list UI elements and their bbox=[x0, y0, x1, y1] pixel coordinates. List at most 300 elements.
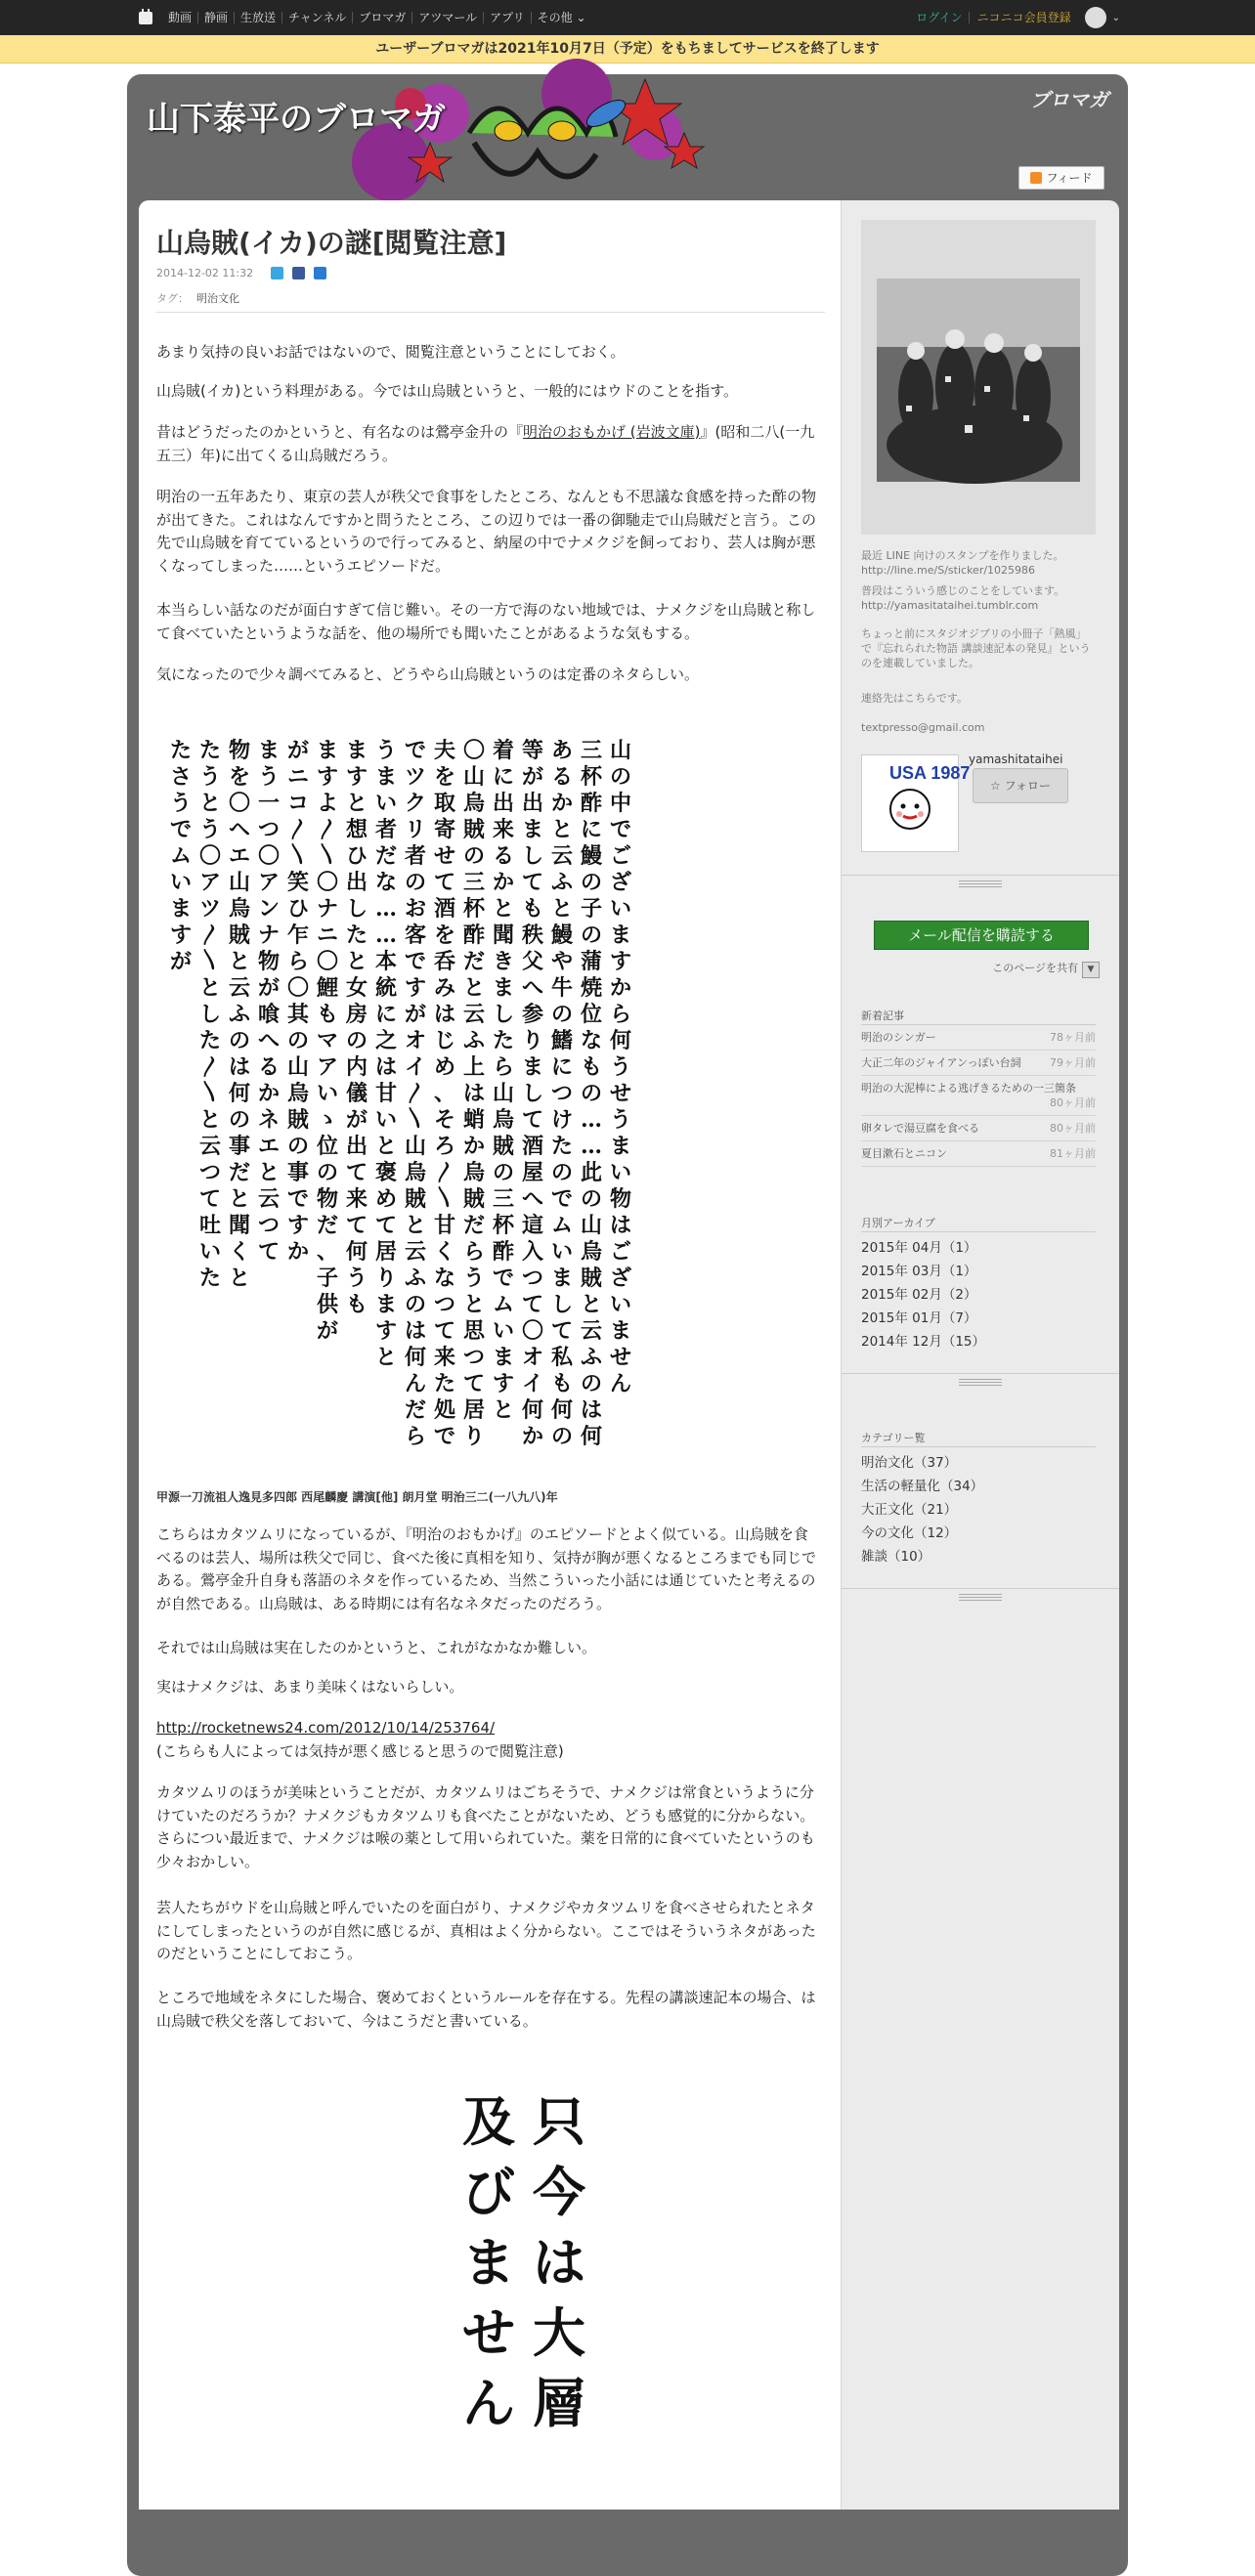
article-tags bbox=[156, 290, 239, 306]
scan-character: 事 bbox=[286, 1160, 309, 1185]
recent-article-item[interactable] bbox=[861, 1116, 1096, 1141]
recent-article-title[interactable]: 夏目漱石とニコン bbox=[861, 1147, 947, 1160]
scan-character: 事 bbox=[228, 1134, 250, 1159]
scan-character: へ bbox=[521, 1186, 543, 1212]
recent-article-title[interactable]: 明治の大泥棒による逃げきるための一三箇条 bbox=[861, 1082, 1076, 1095]
recent-article-age: 80ヶ月前 bbox=[1050, 1122, 1096, 1135]
scan-character: て bbox=[521, 870, 543, 895]
scan-character: か bbox=[462, 1134, 485, 1159]
scan-text-column bbox=[547, 738, 577, 1461]
scan-text-column bbox=[254, 738, 283, 1461]
scan-character: い bbox=[374, 1107, 397, 1133]
scan-character: か bbox=[609, 975, 631, 1001]
scan-character: 山 bbox=[286, 1054, 309, 1080]
scan-character: オ bbox=[521, 1345, 543, 1370]
scan-character: 喰 bbox=[257, 1002, 280, 1027]
sidebar bbox=[841, 200, 1119, 2510]
scan-character: で bbox=[609, 817, 631, 842]
scan-character: と bbox=[374, 1134, 397, 1159]
scan-character: で bbox=[286, 1186, 309, 1212]
recent-article-title[interactable]: 大正二年のジャイアンっぽい台詞 bbox=[861, 1056, 1021, 1069]
scan-character: ご bbox=[609, 1239, 631, 1265]
url-note: (こちらも人によっては気持が悪く感じると思うので閲覧注意) bbox=[156, 1741, 564, 1760]
scan-character: も bbox=[580, 1054, 602, 1080]
scan-character: 〇 bbox=[228, 791, 250, 816]
nav-other[interactable] bbox=[532, 12, 592, 23]
scan-character: か bbox=[521, 1424, 543, 1449]
scan-character: ク bbox=[404, 791, 426, 816]
scan-character: の bbox=[404, 870, 426, 895]
scan-character: は bbox=[228, 1054, 250, 1080]
recent-article-title[interactable]: 明治のシンガー bbox=[861, 1031, 936, 1044]
scan-character: つ bbox=[257, 817, 280, 842]
scan-character: 山 bbox=[404, 1134, 426, 1159]
scan-character: う bbox=[345, 1266, 368, 1291]
scan-character: ナ bbox=[316, 896, 338, 922]
top-nav-right bbox=[910, 0, 1120, 35]
scan-character: 賊 bbox=[492, 1134, 514, 1159]
scan-character: イ bbox=[521, 1371, 543, 1396]
scan-text-column bbox=[195, 738, 225, 1461]
scan-character: 物 bbox=[316, 1186, 338, 1212]
recent-article-item[interactable] bbox=[861, 1141, 1096, 1167]
scan-character: 〳 bbox=[404, 1081, 426, 1106]
scan-character: が bbox=[257, 975, 280, 1001]
scan-character: う bbox=[257, 764, 280, 790]
profile-photo bbox=[877, 279, 1080, 482]
scan-character: と bbox=[345, 791, 368, 816]
scan-character: 杯 bbox=[492, 1213, 514, 1238]
scan-character: に bbox=[580, 817, 602, 842]
recent-article-age: 80ヶ月前 bbox=[1050, 1096, 1096, 1109]
scan-character: と bbox=[228, 949, 250, 974]
scan-character: せ bbox=[462, 2301, 515, 2364]
scan-character: 杯 bbox=[580, 764, 602, 790]
rocketnews-link[interactable]: http://rocketnews24.com/2012/10/14/253764/ bbox=[156, 1719, 496, 1737]
scan-character: で bbox=[433, 1424, 455, 1449]
user-avatar[interactable] bbox=[861, 754, 971, 852]
paragraph: 山烏賊(イカ)という料理がある。今では山烏賊というと、一般的にはウドのことを指す。 bbox=[156, 382, 739, 400]
scan-character: い bbox=[316, 1081, 338, 1106]
scan-character: … bbox=[375, 923, 397, 948]
scan-character: 、 bbox=[316, 1239, 338, 1265]
scan-character: 酢 bbox=[492, 1239, 514, 1265]
scan-character: の bbox=[550, 1002, 573, 1027]
scan-character: ふ bbox=[228, 1002, 250, 1027]
scan-character: 酢 bbox=[580, 791, 602, 816]
scan-character: が bbox=[521, 764, 543, 790]
scan-character: め bbox=[433, 1054, 455, 1080]
scan-character: か bbox=[492, 870, 514, 895]
scan-character: 何 bbox=[550, 1397, 573, 1423]
scan-character: 山 bbox=[462, 764, 485, 790]
divider bbox=[842, 1373, 1119, 1374]
scan-character: た bbox=[492, 1028, 514, 1053]
scan-character: 鯉 bbox=[316, 975, 338, 1001]
scan-character: 〇 bbox=[286, 975, 309, 1001]
scan-character: の bbox=[580, 1081, 602, 1106]
scan-character: ご bbox=[609, 843, 631, 869]
scan-character: が bbox=[286, 738, 309, 763]
scan-character: 云 bbox=[580, 1318, 602, 1344]
bromaga-logo[interactable]: ブロマガ bbox=[1030, 88, 1108, 111]
scan-character: い bbox=[198, 1239, 221, 1265]
scan-character: 出 bbox=[345, 1134, 368, 1159]
scan-character: ナ bbox=[257, 923, 280, 948]
scan-character: 烏 bbox=[286, 1081, 309, 1106]
scan-character: し bbox=[198, 1002, 221, 1027]
scan-character: と bbox=[198, 1107, 221, 1133]
nav-seiga[interactable]: 静画 bbox=[198, 12, 235, 23]
scan-character: た bbox=[198, 738, 221, 763]
scan-character: ん bbox=[404, 1371, 426, 1396]
nav-bromaga[interactable]: ブロマガ bbox=[353, 12, 412, 23]
category-item[interactable]: 雑談（10） bbox=[861, 1549, 931, 1565]
scan-character: せ bbox=[433, 843, 455, 869]
scan-character: 〇 bbox=[316, 870, 338, 895]
scan-character: の bbox=[609, 764, 631, 790]
scan-character: 杯 bbox=[462, 896, 485, 922]
bio-url[interactable]: http://yamasitataihei.tumblr.com bbox=[861, 599, 1039, 612]
scan-character: 只 bbox=[533, 2090, 585, 2153]
facebook-icon[interactable] bbox=[292, 267, 305, 279]
scan-character: つ bbox=[198, 1160, 221, 1185]
scan-character: り bbox=[462, 1424, 485, 1449]
scan-character: ん bbox=[609, 1371, 631, 1396]
scan-character: う bbox=[462, 1266, 485, 1291]
scan-character: 鰻 bbox=[550, 923, 573, 948]
scan-character: オ bbox=[404, 1028, 426, 1053]
scan-character: 〵 bbox=[433, 1186, 455, 1212]
scan-character: 何 bbox=[580, 1424, 602, 1449]
scan-character: 聞 bbox=[492, 923, 514, 948]
dropdown-arrow-icon[interactable]: ▼ bbox=[1082, 962, 1100, 978]
scan-character: 三 bbox=[580, 738, 602, 763]
scan-character: ふ bbox=[462, 1028, 485, 1053]
category-item[interactable]: 今の文化（12） bbox=[861, 1525, 958, 1541]
scan-character: … bbox=[581, 1134, 602, 1159]
scan-character: 〳 bbox=[286, 817, 309, 842]
chevron-down-icon: ⌄ bbox=[576, 11, 586, 24]
scan-character: ざ bbox=[609, 870, 631, 895]
twitter-icon[interactable] bbox=[271, 267, 283, 279]
scan-character: ま bbox=[609, 923, 631, 948]
scan-character: す bbox=[286, 1213, 309, 1238]
username[interactable]: yamashitataihei bbox=[969, 752, 1063, 766]
scan-character: ふ bbox=[580, 1345, 602, 1370]
nav-app[interactable]: アプリ bbox=[484, 12, 532, 23]
scan-text-column bbox=[166, 738, 195, 1461]
scan-character: す bbox=[345, 764, 368, 790]
follow-button[interactable] bbox=[973, 768, 1068, 803]
scan-character: 吐 bbox=[198, 1213, 221, 1238]
category-list bbox=[861, 1451, 1096, 1568]
recent-articles-list bbox=[861, 1025, 1096, 1167]
scan-character: 内 bbox=[345, 1054, 368, 1080]
scan-character: に bbox=[550, 1054, 573, 1080]
scan-character: 這 bbox=[521, 1213, 543, 1238]
scan-character: し bbox=[492, 1002, 514, 1027]
scan-character: と bbox=[404, 1213, 426, 1238]
divider bbox=[842, 875, 1119, 876]
scan-character: ろ bbox=[433, 1134, 455, 1159]
scan-character: う bbox=[169, 791, 192, 816]
scan-character: マ bbox=[316, 1028, 338, 1053]
avatar-usa-text: USA 1987 bbox=[889, 763, 971, 783]
recent-articles-title: 新着記事 bbox=[861, 1009, 904, 1022]
scan-character: 酢 bbox=[462, 923, 485, 948]
scan-character: 思 bbox=[462, 1318, 485, 1344]
scan-character: い bbox=[374, 791, 397, 816]
scan-character: だ bbox=[316, 1213, 338, 1238]
category-item[interactable]: 明治文化（37） bbox=[861, 1455, 958, 1471]
scan-character: つ bbox=[462, 1345, 485, 1370]
paragraph: 本当らしい話なのだが面白すぎて信じ難い。その一方で海のない地域では、ナメクジを山烏賊と称して食べていたというような話を、他の場所でも聞いたことがあるような気もする。 bbox=[156, 601, 816, 642]
scan-character: 烏 bbox=[228, 896, 250, 922]
contact-email[interactable]: textpresso@gmail.com bbox=[861, 721, 985, 734]
scan-character: ら bbox=[286, 949, 309, 974]
recent-article-title[interactable]: 卵タレで湯豆腐を食べる bbox=[861, 1122, 979, 1135]
scan-character: は bbox=[462, 1081, 485, 1106]
scan-character: 牛 bbox=[550, 975, 573, 1001]
bio-line: 普段はこういう感じのことをしています。 bbox=[861, 584, 1065, 597]
scan-character: か bbox=[257, 1081, 280, 1106]
scan-character: と bbox=[492, 896, 514, 922]
scan-character: 寄 bbox=[433, 817, 455, 842]
nav-atsumaru[interactable]: アツマール bbox=[412, 12, 484, 23]
nav-live[interactable]: 生放送 bbox=[235, 12, 282, 23]
scan-character: り bbox=[374, 1266, 397, 1291]
scan-character: た bbox=[198, 1028, 221, 1053]
scan-character: て bbox=[462, 1371, 485, 1396]
book-scan-image-2 bbox=[409, 2077, 604, 2510]
scan-character: す bbox=[374, 1318, 397, 1344]
scan-character: ま bbox=[374, 1292, 397, 1317]
recent-article-age: 78ヶ月前 bbox=[1050, 1031, 1096, 1044]
archive-item[interactable]: 2015年 02月（2） bbox=[861, 1287, 977, 1303]
scan-character: の bbox=[345, 1028, 368, 1053]
scan-character: … bbox=[375, 896, 397, 922]
scan-character: た bbox=[550, 1134, 573, 1159]
scan-character: 何 bbox=[404, 1345, 426, 1370]
scan-character: 烏 bbox=[492, 1107, 514, 1133]
scan-character: ま bbox=[316, 738, 338, 763]
scan-character: つ bbox=[521, 1266, 543, 1291]
scan-character: 云 bbox=[404, 1239, 426, 1265]
bio-text-3: ちょっと前にスタジオジブリの小冊子「熱風」で『忘れられた物語 講談速記本の発見』というのを連載していました。 bbox=[861, 627, 1091, 669]
scan-character: で bbox=[492, 1266, 514, 1291]
scan-character: 云 bbox=[550, 843, 573, 869]
book-link[interactable]: 明治のおもかげ (岩波文庫) bbox=[523, 423, 701, 441]
book-scan-image-1 bbox=[156, 728, 645, 1471]
archive-item[interactable]: 2015年 03月（1） bbox=[861, 1264, 977, 1279]
scan-character: 之 bbox=[374, 1028, 397, 1053]
scan-text-column bbox=[430, 738, 459, 1461]
scan-character: 父 bbox=[521, 949, 543, 974]
scan-character: 〇 bbox=[462, 738, 485, 763]
scan-character: も bbox=[316, 1002, 338, 1027]
scan-character: 云 bbox=[257, 1186, 280, 1212]
scan-character: や bbox=[550, 949, 573, 974]
scan-character: も bbox=[550, 1371, 573, 1396]
scan-character: ム bbox=[492, 1292, 514, 1317]
scan-text-column bbox=[342, 738, 371, 1461]
scan-character: 層 bbox=[533, 2372, 585, 2434]
scan-character: 位 bbox=[580, 1002, 602, 1027]
scan-character: ネ bbox=[257, 1107, 280, 1133]
scan-character: ま bbox=[462, 2231, 515, 2294]
scan-character: と bbox=[580, 1292, 602, 1317]
scan-character: 着 bbox=[492, 738, 514, 763]
share-page-label: このページを共有 bbox=[992, 962, 1078, 974]
scan-character: 蒲 bbox=[580, 949, 602, 974]
share-page[interactable] bbox=[988, 961, 1100, 978]
scan-character: 本 bbox=[374, 949, 397, 974]
scan-character: 出 bbox=[521, 791, 543, 816]
scan-character: を bbox=[228, 764, 250, 790]
scan-character: い bbox=[550, 1239, 573, 1265]
scan-character: せ bbox=[609, 1345, 631, 1370]
scan-character: い bbox=[609, 1292, 631, 1317]
scan-character: 者 bbox=[404, 843, 426, 869]
hatena-bookmark-icon[interactable] bbox=[314, 267, 326, 279]
section-grip-icon bbox=[959, 1379, 1002, 1388]
scan-character: て bbox=[198, 1186, 221, 1212]
category-item[interactable]: 生活の軽量化（34） bbox=[861, 1479, 984, 1494]
scan-character: ニ bbox=[316, 923, 338, 948]
scan-text-column bbox=[401, 738, 430, 1461]
scan-character: う bbox=[198, 817, 221, 842]
scan-character: ヘ bbox=[228, 817, 250, 842]
bio-text-2 bbox=[861, 583, 1096, 613]
archive-title: 月別アーカイブ bbox=[861, 1217, 935, 1229]
scan-character: 酒 bbox=[521, 1134, 543, 1159]
scan-character: 賊 bbox=[580, 1266, 602, 1291]
scan-character: と bbox=[492, 1397, 514, 1423]
scan-character: ン bbox=[257, 896, 280, 922]
category-item[interactable]: 大正文化（21） bbox=[861, 1502, 958, 1518]
paragraph bbox=[156, 421, 821, 467]
scan-character: の bbox=[404, 1292, 426, 1317]
scan-character: の bbox=[286, 1028, 309, 1053]
scan-character: 何 bbox=[228, 1081, 250, 1106]
scan-character: ふ bbox=[550, 870, 573, 895]
archive-item[interactable]: 2014年 12月（15） bbox=[861, 1334, 986, 1350]
scan-character: 云 bbox=[198, 1134, 221, 1159]
top-nav-left bbox=[139, 0, 592, 35]
scan-character: と bbox=[228, 1266, 250, 1291]
scan-character: 三 bbox=[492, 1186, 514, 1212]
star-icon: ☆ bbox=[990, 779, 1001, 793]
scan-character: の bbox=[580, 870, 602, 895]
scan-character: へ bbox=[521, 975, 543, 1001]
scan-character: と bbox=[257, 1160, 280, 1185]
bio-url[interactable]: http://line.me/S/sticker/1025986 bbox=[861, 564, 1036, 577]
scan-character: つ bbox=[550, 1081, 573, 1106]
scan-character: と bbox=[345, 949, 368, 974]
scan-character: ツ bbox=[404, 764, 426, 790]
scan-character: 山 bbox=[492, 1081, 514, 1106]
recent-article-item[interactable] bbox=[861, 1051, 1096, 1076]
scan-character: 烏 bbox=[462, 791, 485, 816]
scan-character: ツ bbox=[198, 896, 221, 922]
scan-character: 笑 bbox=[286, 870, 309, 895]
scan-character: の bbox=[580, 923, 602, 948]
scan-character: 来 bbox=[345, 1186, 368, 1212]
scan-character: お bbox=[404, 896, 426, 922]
divider bbox=[156, 312, 825, 313]
scan-character: て bbox=[345, 1213, 368, 1238]
chevron-down-icon[interactable]: ⌄ bbox=[1111, 12, 1120, 23]
scan-character: と bbox=[550, 896, 573, 922]
scan-character: る bbox=[492, 843, 514, 869]
nav-douga[interactable]: 動画 bbox=[162, 12, 198, 23]
scan-character: ま bbox=[345, 738, 368, 763]
nav-channel[interactable]: チャンネル bbox=[282, 12, 353, 23]
scan-character: ま bbox=[550, 1266, 573, 1291]
recent-article-age: 79ヶ月前 bbox=[1050, 1056, 1096, 1069]
divider bbox=[861, 1231, 1096, 1232]
scan-character: て bbox=[345, 1160, 368, 1185]
scan-text-column bbox=[313, 738, 342, 1461]
scan-character: 褒 bbox=[374, 1160, 397, 1185]
login-link[interactable]: ログイン bbox=[910, 12, 969, 23]
scan-character: 〇 bbox=[521, 1318, 543, 1344]
paragraph: あまり気持の良いお話ではないので、閲覧注意ということにしておく。 bbox=[156, 343, 626, 361]
user-avatar-icon[interactable] bbox=[1085, 7, 1106, 28]
scan-character: ら bbox=[609, 1002, 631, 1027]
scan-character: 何 bbox=[609, 1028, 631, 1053]
scan-character: 鰭 bbox=[550, 1028, 573, 1053]
scan-character: ま bbox=[492, 1345, 514, 1370]
tag-link[interactable]: 明治文化 bbox=[196, 292, 239, 305]
scan-character: リ bbox=[404, 817, 426, 842]
paragraph: こちらはカタツムリになっているが、『明治のおもかげ』のエピソードとよく似ている。山烏賊を食べるのは芸人、場所は秩父で同じ、食べた後に真相を知り、気持が胸が悪くなるところまでも同じである。鶯亭金升自身も落語のネタを作っているため、当然こういった小話には通じていたと考えるのが自然である。山烏賊は、ある時期には有名なネタだったのだろう。 bbox=[156, 1525, 817, 1612]
recent-article-item[interactable] bbox=[861, 1076, 1096, 1116]
niconico-tv-icon[interactable] bbox=[139, 12, 152, 24]
feed-button[interactable] bbox=[1018, 166, 1104, 190]
scan-character: 呑 bbox=[433, 949, 455, 974]
archive-item[interactable]: 2015年 01月（7） bbox=[861, 1310, 977, 1326]
scan-character: 何 bbox=[345, 1239, 368, 1265]
scan-character: 〇 bbox=[198, 843, 221, 869]
bio-text-4: 連絡先はこちらです。 bbox=[861, 692, 969, 705]
scan-character: つ bbox=[257, 1213, 280, 1238]
archive-item[interactable]: 2015年 04月（1） bbox=[861, 1240, 977, 1256]
scan-character: て bbox=[550, 1318, 573, 1344]
scan-character: く bbox=[228, 1239, 250, 1265]
scan-character: い bbox=[492, 1318, 514, 1344]
scan-character: す bbox=[316, 764, 338, 790]
scan-character: コ bbox=[286, 791, 309, 816]
article-date: 2014-12-02 11:32 bbox=[156, 267, 254, 279]
signup-link[interactable]: ニコニコ会員登録 bbox=[976, 11, 1071, 24]
scan-character: 客 bbox=[404, 923, 426, 948]
scan-character: う bbox=[374, 738, 397, 763]
subscribe-mail-button[interactable]: メール配信を購読する bbox=[874, 921, 1089, 950]
article-title[interactable]: 山烏賊(イカ)の謎[閲覧注意] bbox=[156, 227, 507, 259]
scan-character: た bbox=[198, 1266, 221, 1291]
scan-character: 上 bbox=[462, 1054, 485, 1080]
scan-character: た bbox=[345, 923, 368, 948]
recent-article-item[interactable] bbox=[861, 1025, 1096, 1051]
scan-character: ま bbox=[609, 1134, 631, 1159]
blog-title[interactable]: 山下泰平のブロマガ bbox=[147, 100, 446, 139]
scan-character: 烏 bbox=[404, 1160, 426, 1185]
scan-character: と bbox=[198, 975, 221, 1001]
category-title: カテゴリー覧 bbox=[861, 1432, 926, 1444]
bio-line: 最近 LINE 向けのスタンプを作りました。 bbox=[861, 549, 1064, 562]
